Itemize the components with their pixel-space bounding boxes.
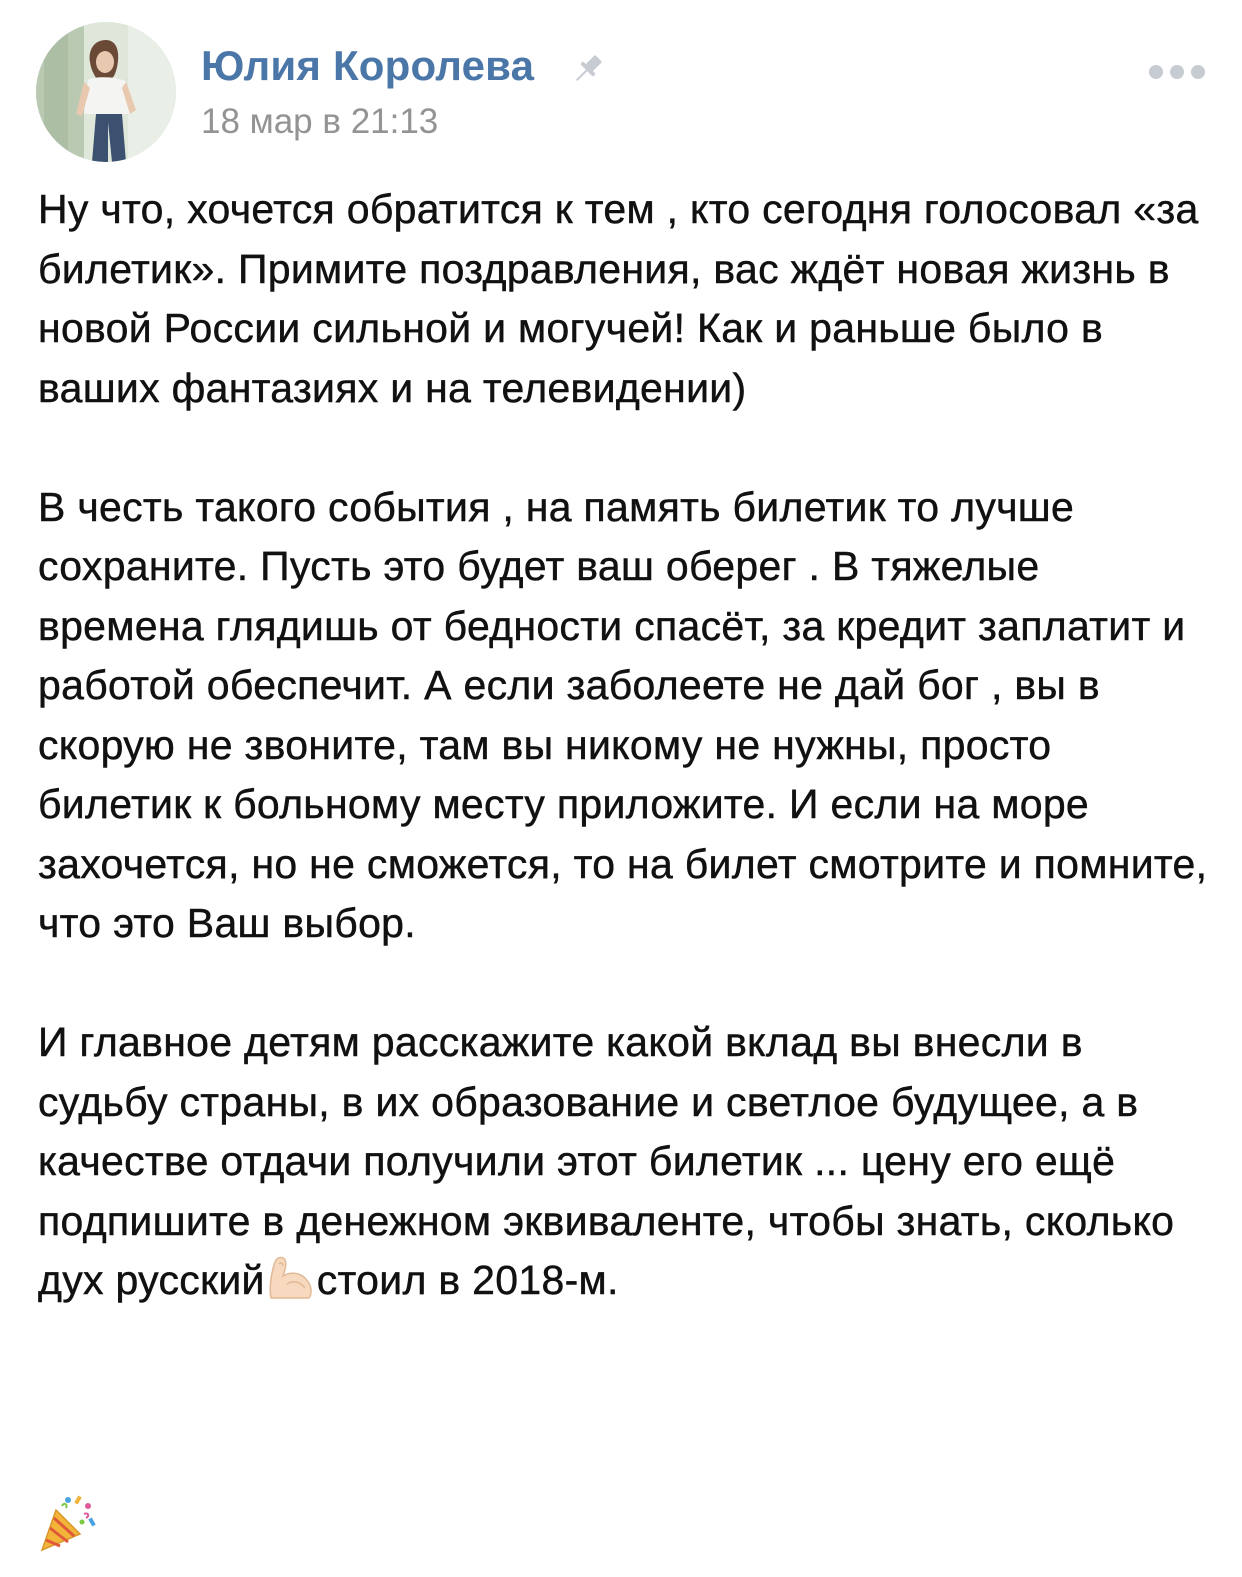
post-paragraph-3 (38, 1013, 1208, 1311)
post-timestamp[interactable]: 18 мар в 21:13 (201, 102, 439, 141)
flexed-biceps-emoji-icon (265, 1254, 317, 1302)
post-paragraph-3-ending: стоил в 2018-м. (316, 1257, 619, 1303)
post-paragraph-1: Ну что, хочется обратится к тем , кто сегодня голосовал «за билетик». Примите поздравления, вас ждёт новая жизнь в новой России сильной и могучей! Как и раньше было в ваших фантазиях и на телевидении) (38, 186, 1199, 411)
paragraph-gap (38, 954, 1208, 1014)
author-name[interactable]: Юлия Королева (201, 42, 535, 89)
pin-icon (569, 50, 607, 88)
paragraph-gap (38, 418, 1208, 478)
avatar[interactable] (36, 22, 176, 162)
post-text (38, 180, 1208, 1311)
more-options-icon[interactable] (1148, 62, 1206, 82)
post-paragraph-2: В честь такого события , на память билетик то лучше сохраните. Пусть это будет ваш оберег . В тяжелые времена глядишь от бедности спасёт, за кредит заплатит и работой обеспечит. А если заболеете не дай бог , вы в скорую не звоните, там вы никому не нужны, просто билетик к больному месту приложите. И если на море захочется, но не сможется, то на билет смотрите и помните, что это Ваш выбор. (38, 483, 1208, 946)
post-header (36, 22, 1206, 167)
post-paragraph-3-text: И главное детям расскажите какой вклад вы внесли в судьбу страны, в их образование и светлое будущее, а в качестве отдачи получили этот билетик ... цену его ещё подпишите в денежном эквиваленте, чтобы знать, сколько дух русский (38, 1019, 1175, 1303)
party-popper-emoji-icon (38, 1492, 98, 1554)
